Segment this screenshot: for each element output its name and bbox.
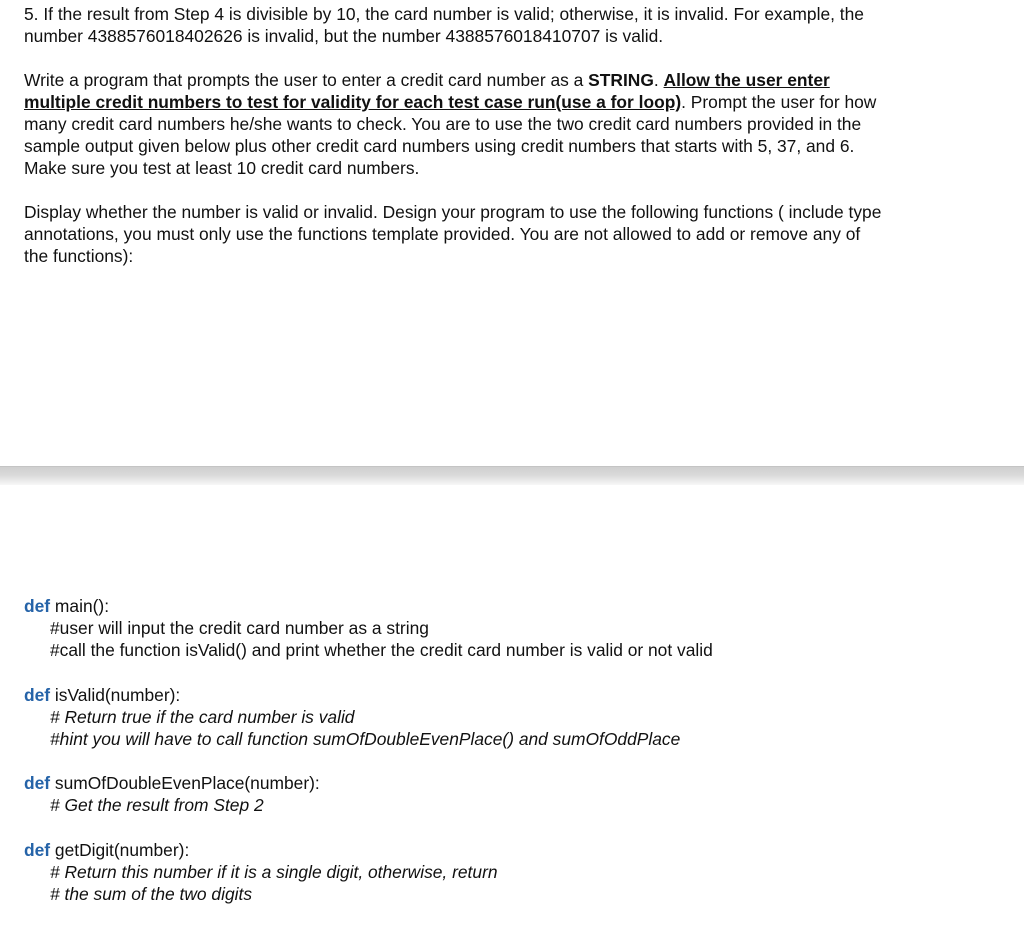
getdigit-signature — [24, 839, 1004, 861]
main-signature — [24, 595, 1004, 617]
comment-line: #user will input the credit card number as a string — [50, 618, 429, 638]
getdigit-function-block — [24, 839, 1004, 905]
instructions-line3: many credit card numbers he/she wants to check. You are to use the two credit card numbers provided in the — [24, 114, 862, 134]
comment-line: #call the function isValid() and print whether the credit card number is valid or not valid — [50, 640, 713, 660]
instructions-text: Write a program that prompts the user to enter a credit card number as a — [24, 70, 589, 90]
string-emphasis: STRING — [588, 70, 654, 90]
main-function-block — [24, 595, 1004, 661]
function-signature: sumOfDoubleEvenPlace(number): — [50, 773, 320, 793]
def-keyword: def — [24, 596, 51, 616]
instructions-line5: Make sure you test at least 10 credit card numbers. — [24, 158, 420, 178]
underlined-requirement-cont: multiple credit numbers to test for validity for each test case run(use a for loop) — [24, 92, 682, 112]
comment-line: # Get the result from Step 2 — [50, 795, 264, 815]
instructions-sep: . — [653, 70, 664, 90]
def-keyword: def — [24, 839, 51, 860]
sumofdoubleevenplace-function-block — [24, 772, 1004, 816]
def-keyword: def — [24, 773, 51, 793]
function-signature: main(): — [50, 596, 110, 616]
isvalid-function-block — [24, 684, 1004, 750]
page-divider — [0, 466, 1024, 485]
comment-line: # Return this number if it is a single digit, otherwise, return — [50, 861, 498, 882]
def-keyword: def — [24, 684, 51, 705]
display-line2: annotations, you must only use the functions template provided. You are not allowed to add or remove any of — [24, 224, 861, 244]
display-line3: the functions): — [24, 246, 134, 266]
function-signature: getDigit(number): — [50, 839, 190, 860]
instructions-line2 — [24, 91, 1009, 113]
isvalid-signature — [24, 684, 1004, 706]
instructions-line4: sample output given below plus other credit card numbers using credit numbers that starts with 5, 37, and 6. — [24, 136, 855, 156]
step5-line2: number 4388576018402626 is invalid, but the number 4388576018410707 is valid. — [24, 26, 664, 46]
instructions-text: . Prompt the user for how — [681, 92, 877, 112]
function-signature: isValid(number): — [50, 684, 181, 705]
sumofdoubleevenplace-signature — [24, 772, 1004, 794]
instructions-line1 — [24, 69, 1009, 91]
step5-line1: 5. If the result from Step 4 is divisible by 10, the card number is valid; otherwise, it is invalid. For example, the — [24, 4, 864, 24]
underlined-requirement: Allow the user enter — [663, 70, 830, 90]
comment-line: # the sum of the two digits — [50, 883, 253, 904]
comment-line: # Return true if the card number is valid — [50, 706, 355, 727]
function-template — [24, 595, 1004, 927]
display-line1: Display whether the number is valid or invalid. Design your program to use the following functions ( include type — [24, 202, 882, 222]
comment-line: #hint you will have to call function sumOfDoubleEvenPlace() and sumOfOddPlace — [50, 728, 681, 749]
assignment-text — [24, 3, 1009, 267]
